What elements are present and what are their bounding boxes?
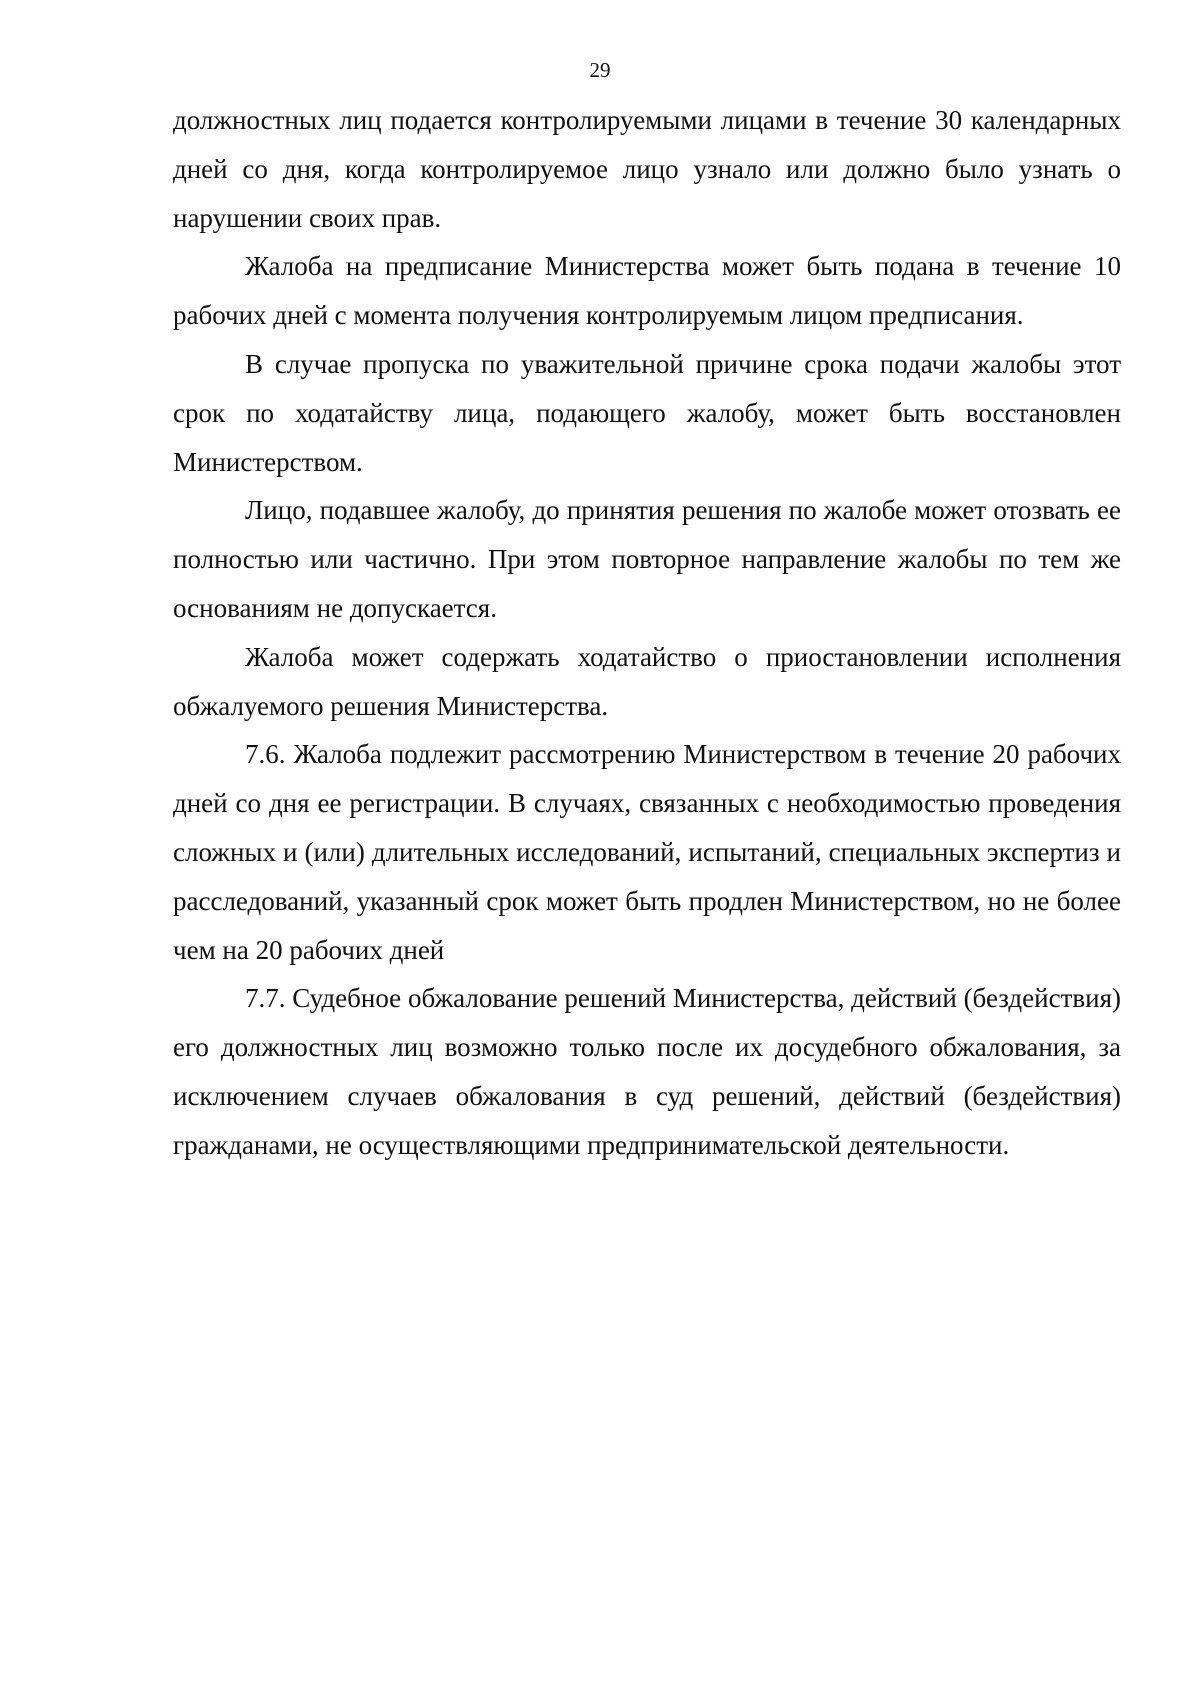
paragraph-continuation: должностных лиц подается контролируемыми лицами в течение 30 календарных дней со дня, когда контролируемое лицо узнало или должно было узнать о нарушении своих прав. [173, 105, 1121, 233]
paragraph-section-7-7: 7.7. Судебное обжалование решений Министерства, действий (бездействия) его должностных лиц возможно только после их досудебного обжалования, за исключением случаев обжалования в суд решений, действий (бездействия) гражданами, не осуществляющими предпринимательской деятельности. [173, 983, 1121, 1160]
paragraph-missed-deadline: В случае пропуска по уважительной причине срока подачи жалобы этот срок по ходатайству лица, подающего жалобу, может быть восстановлен Министерством. [173, 348, 1121, 477]
paragraph-suspension-request: Жалоба может содержать ходатайство о приостановлении исполнения обжалуемого решения Министерства. [173, 641, 1121, 721]
page-number: 29 [589, 58, 611, 82]
paragraph-withdraw-complaint: Лицо, подавшее жалобу, до принятия решения по жалобе может отозвать ее полностью или частично. При этом повторное направление жалобы по тем же основаниям не допускается. [173, 495, 1121, 623]
paragraph-section-7-6: 7.6. Жалоба подлежит рассмотрению Министерством в течение 20 рабочих дней со дня ее регистрации. В случаях, связанных с необходимостью проведения сложных и (или) длительных исследований, испытаний, специальных экспертиз и расследований, указанный срок может быть продлен Министерством, но не более чем на 20 рабочих дней [173, 739, 1121, 965]
document-body [173, 96, 1121, 1170]
paragraph-complaint-on-order: Жалоба на предписание Министерства может быть подана в течение 10 рабочих дней с момента получения контролируемым лицом предписания. [173, 251, 1121, 331]
